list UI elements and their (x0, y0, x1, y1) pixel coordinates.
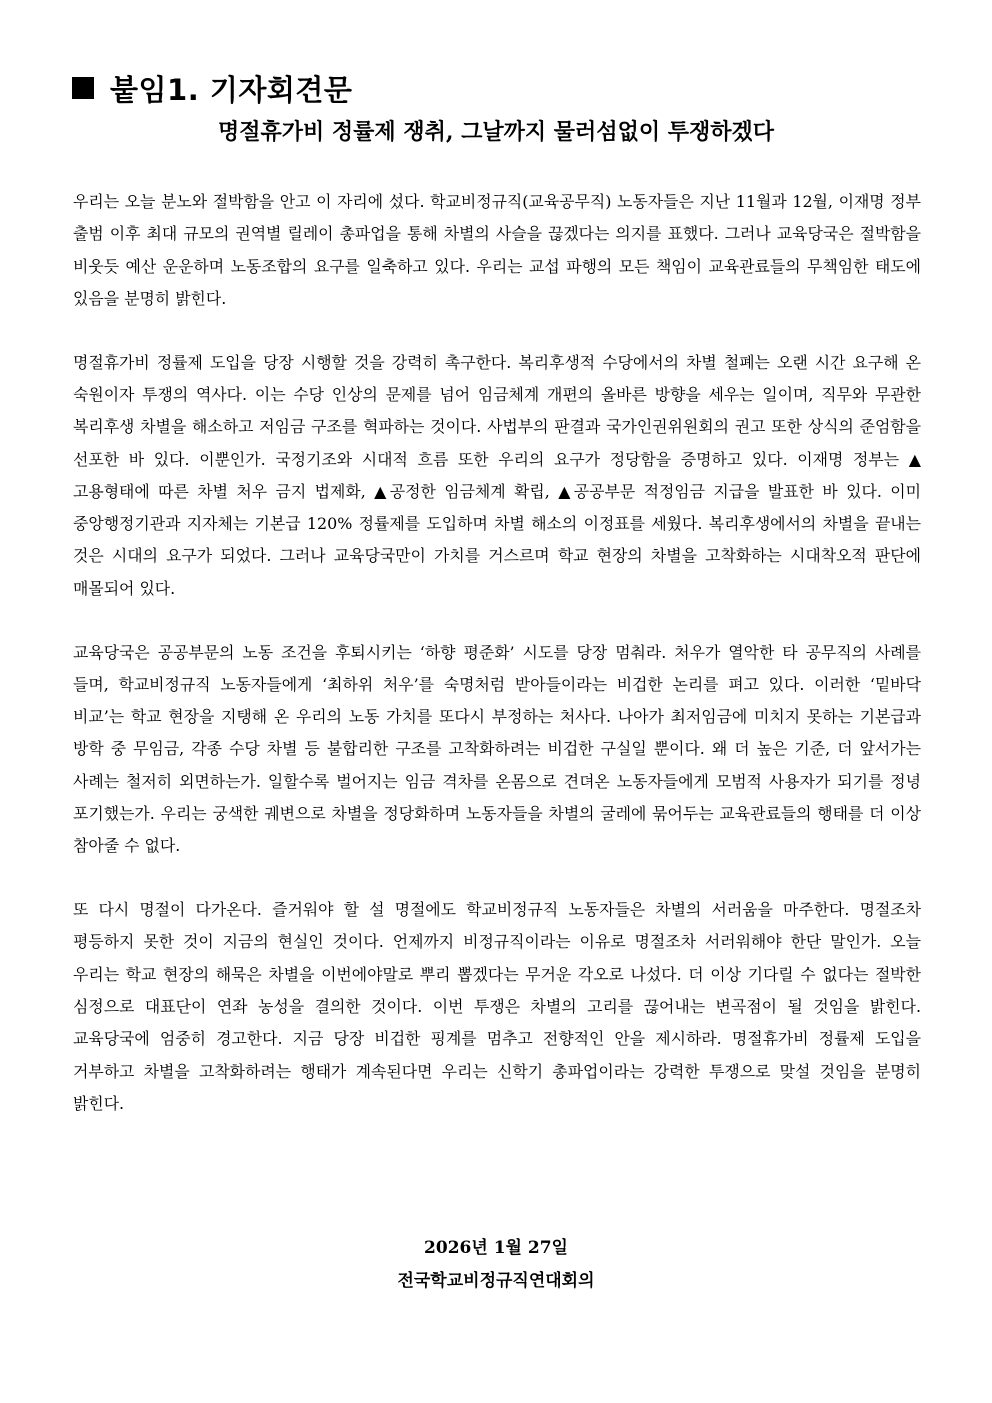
statement-date: 2026년 1월 27일 (424, 1238, 568, 1258)
section-heading (72, 68, 352, 108)
paragraph: 교육당국은 공공부문의 노동 조건을 후퇴시키는 ‘하향 평준화’ 시도를 당장 멈춰라. 처우가 열악한 타 공무직의 사례를 들며, 학교비정규직 노동자들에게 ‘최하위 처우’를 숙명처럼 받아들이라는 비겁한 논리를 펴고 있다. 이러한 ‘밑바닥 비교’는 학교 현장을 지탱해 온 우리의 노동 가치를 또다시 부정하는 처사다. 나아가 최저임금에 미치지 못하는 기본급과 방학 중 무임금, 각종 수당 차별 등 불합리한 구조를 고착화하려는 비겁한 구실일 뿐이다. 왜 더 높은 기준, 더 앞서가는 사례는 철저히 외면하는가. 일할수록 벌어지는 임금 격차를 온몸으로 견뎌온 노동자들에게 모범적 사용자가 되기를 정녕 포기했는가. 우리는 궁색한 궤변으로 차별을 정당화하며 노동자들을 차별의 굴레에 묶어두는 교육관료들의 행태를 더 이상 참아줄 수 없다. (73, 642, 921, 856)
section-heading-text: 붙임1. 기자회견문 (110, 72, 353, 107)
paragraph: 명절휴가비 정률제 도입을 당장 시행할 것을 강력히 촉구한다. 복리후생적 수당에서의 차별 철폐는 오랜 시간 요구해 온 숙원이자 투쟁의 역사다. 이는 수당 인상의 문제를 넘어 임금체계 개편의 올바른 방향을 세우는 일이며, 직무와 무관한 복리후생 차별을 해소하고 저임금 구조를 혁파하는 것이다. 사법부의 판결과 국가인권위원회의 권고 또한 상식의 준엄함을 선포한 바 있다. 이뿐인가. 국정기조와 시대적 흐름 또한 우리의 요구가 정당함을 증명하고 있다. 이재명 정부는 ▲고용형태에 따른 차별 처우 금지 법제화, ▲공정한 임금체계 확립, ▲공공부문 적정임금 지급을 발표한 바 있다. 이미 중앙행정기관과 지자체는 기본급 120% 정률제를 도입하며 차별 해소의 이정표를 세웠다. 복리후생에서의 차별을 끝내는 것은 시대의 요구가 되었다. 그러나 교육당국만이 가치를 거스르며 학교 현장의 차별을 고착화하는 시대착오적 판단에 매몰되어 있다. (73, 352, 921, 598)
organization-name: 전국학교비정규직연대회의 (397, 1271, 595, 1291)
signature-block (0, 1232, 992, 1298)
statement-body (73, 186, 921, 1152)
press-conference-title: 명절휴가비 정률제 쟁취, 그날까지 물러섬없이 투쟁하겠다 (217, 119, 774, 145)
paragraph: 또 다시 명절이 다가온다. 즐거워야 할 설 명절에도 학교비정규직 노동자들은 차별의 서러움을 마주한다. 명절조차 평등하지 못한 것이 지금의 현실인 것이다. 언제까지 비정규직이라는 이유로 명절조차 서러워해야 한단 말인가. 오늘 우리는 학교 현장의 해묵은 차별을 이번에야말로 뿌리 뽑겠다는 무거운 각오로 나섰다. 더 이상 기다릴 수 없다는 절박한 심정으로 대표단이 연좌 농성을 결의한 것이다. 이번 투쟁은 차별의 고리를 끊어내는 변곡점이 될 것임을 밝힌다. 교육당국에 엄중히 경고한다. 지금 당장 비겁한 핑계를 멈추고 전향적인 안을 제시하라. 명절휴가비 정률제 도입을 거부하고 차별을 고착화하려는 행태가 계속된다면 우리는 신학기 총파업이라는 강력한 투쟁으로 맞설 것임을 분명히 밝힌다. (73, 900, 921, 1113)
paragraph: 우리는 오늘 분노와 절박함을 안고 이 자리에 섰다. 학교비정규직(교육공무직) 노동자들은 지난 11월과 12월, 이재명 정부 출범 이후 최대 규모의 권역별 릴레이 총파업을 통해 차별의 사슬을 끊겠다는 의지를 표했다. 그러나 교육당국은 절박함을 비웃듯 예산 운운하며 노동조합의 요구를 일축하고 있다. 우리는 교섭 파행의 모든 책임이 교육관료들의 무책임한 태도에 있음을 분명히 밝힌다. (73, 192, 921, 308)
black-square-icon (72, 77, 94, 99)
